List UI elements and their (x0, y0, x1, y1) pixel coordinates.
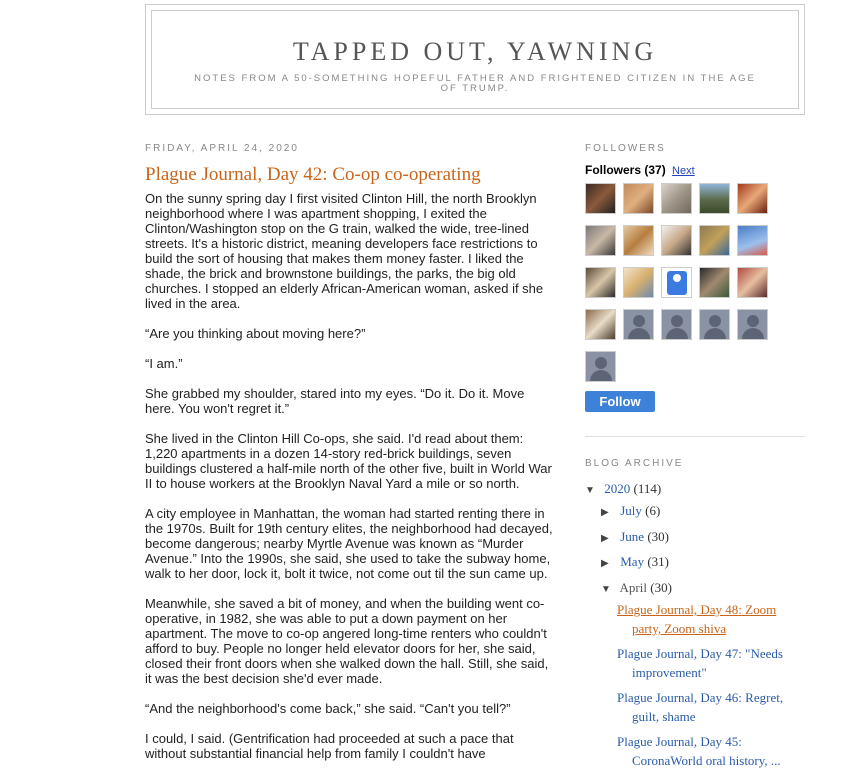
follower-avatar[interactable] (699, 309, 730, 340)
archive-month-link[interactable]: June (620, 529, 645, 544)
follow-button[interactable]: Follow (585, 391, 655, 412)
archive-month-may[interactable] (601, 554, 669, 570)
archive-month-april[interactable] (601, 580, 672, 596)
followers-count (585, 163, 695, 177)
post-date: FRIDAY, APRIL 24, 2020 (145, 143, 299, 154)
post-title[interactable]: Plague Journal, Day 42: Co-op co-operating (145, 164, 481, 185)
archive-post-list (617, 600, 802, 770)
followers-heading: FOLLOWERS (585, 143, 666, 154)
follower-avatar[interactable] (623, 267, 654, 298)
archive-post-link[interactable]: Plague Journal, Day 47: "Needs improvement" (617, 646, 783, 680)
post-paragraph: She grabbed my shoulder, stared into my eyes. “Do it. Do it. Move here. You won't regret it.” (145, 386, 525, 416)
follower-avatar[interactable] (585, 183, 616, 214)
archive-month-count: (6) (645, 503, 661, 518)
followers-label: Followers (37) (585, 163, 666, 177)
post-body (145, 191, 557, 776)
archive-month-link[interactable]: July (620, 503, 642, 518)
follower-avatar[interactable] (623, 309, 654, 340)
archive-year-link[interactable]: 2020 (604, 481, 631, 496)
follower-avatar[interactable] (737, 225, 768, 256)
follower-avatar[interactable] (585, 309, 616, 340)
archive-month-count: (30) (647, 529, 670, 544)
follower-avatar[interactable] (623, 225, 654, 256)
post-paragraph: A city employee in Manhattan, the woman had started renting there in the 1970s. Built for 19th century elites, the neighborhood had decayed, become dangerous; nearby Myrtle Avenue was known as “Murder Avenue.” Into the 1990s, she said, she used to take the subway home, walk to her door, lock it, bolt it twice, not come out til the sun came up. (145, 506, 553, 581)
follower-avatar[interactable] (623, 183, 654, 214)
follower-avatar[interactable] (585, 267, 616, 298)
follower-avatar[interactable] (737, 309, 768, 340)
follower-avatar[interactable] (661, 183, 692, 214)
triangle-down-icon[interactable]: ▼ (585, 485, 595, 496)
blog-title[interactable]: TAPPED OUT, YAWNING (292, 37, 658, 66)
post-paragraph: “Are you thinking about moving here?” (145, 326, 366, 341)
post-paragraph: On the sunny spring day I first visited Clinton Hill, the north Brooklyn neighborhood where I was apartment shopping, I exited the Clinton/Washington stop on the G train, walked the wide, tree-lined streets. It's a historic district, meaning developers face restrictions to build the sort of housing that makes them money faster. I liked the shade, the brick and brownstone buildings, the parks, the big old churches. I stopped an elderly African-American woman, asked if she lived in the area. (145, 191, 544, 311)
follower-avatar[interactable] (737, 267, 768, 298)
archive-heading: BLOG ARCHIVE (585, 458, 684, 469)
post-paragraph: She lived in the Clinton Hill Co-ops, she said. I'd read about them: 1,220 apartments in a dozen 14-story red-brick buildings, seven buildings clustered a half-mile north of the other five, built in World War II to house workers at the Brooklyn Naval Yard a mile or so north. (145, 431, 552, 491)
follower-avatar[interactable] (661, 309, 692, 340)
archive-post-link[interactable]: Plague Journal, Day 48: Zoom party, Zoom shiva (617, 602, 777, 636)
triangle-right-icon[interactable]: ▶ (601, 507, 609, 518)
followers-next-link[interactable]: Next (672, 165, 695, 177)
follower-avatar[interactable] (699, 225, 730, 256)
archive-post-link[interactable]: Plague Journal, Day 46: Regret, guilt, shame (617, 690, 784, 724)
post-paragraph: I could, I said. (Gentrification had proceeded at such a pace that without substantial financial help from family I couldn't have (145, 731, 514, 761)
blog-header-inner (151, 10, 799, 109)
follower-avatar[interactable] (661, 225, 692, 256)
archive-post-link[interactable]: Plague Journal, Day 45: CoronaWorld oral history, ... (617, 734, 781, 768)
triangle-right-icon[interactable]: ▶ (601, 533, 609, 544)
post-paragraph: “I am.” (145, 356, 183, 371)
follower-avatar[interactable] (585, 225, 616, 256)
follower-avatar[interactable] (737, 183, 768, 214)
archive-month-label[interactable]: April (619, 580, 647, 595)
follower-avatar[interactable] (585, 351, 616, 382)
archive-year-count: (114) (633, 481, 662, 496)
archive-month-june[interactable] (601, 529, 669, 545)
follower-avatar[interactable] (661, 267, 692, 298)
triangle-right-icon[interactable]: ▶ (601, 558, 609, 569)
blog-description: NOTES FROM A 50-SOMETHING HOPEFUL FATHER AND FRIGHTENED CITIZEN IN THE AGE OF TRUMP. (194, 73, 756, 94)
sidebar-divider (585, 436, 805, 437)
follower-avatar[interactable] (699, 183, 730, 214)
archive-month-july[interactable] (601, 503, 660, 519)
blog-header (145, 4, 805, 115)
triangle-down-icon[interactable]: ▼ (601, 584, 611, 595)
archive-month-count: (30) (650, 580, 672, 595)
follower-avatar[interactable] (699, 267, 730, 298)
archive-month-link[interactable]: May (620, 554, 645, 569)
post-paragraph: Meanwhile, she saved a bit of money, and when the building went co-operative, in 1982, she was able to put a down payment on her apartment. The move to co-op angered long-time renters who couldn't afford to buy. People no longer held elevator doors for her, she said, closed their front doors when she walked down the hall. Still, she said, it was the best decision she'd ever made. (145, 596, 549, 686)
post-paragraph: “And the neighborhood's come back,” she said. “Can't you tell?” (145, 701, 511, 716)
archive-year-2020[interactable] (585, 481, 661, 497)
archive-month-count: (31) (647, 554, 670, 569)
